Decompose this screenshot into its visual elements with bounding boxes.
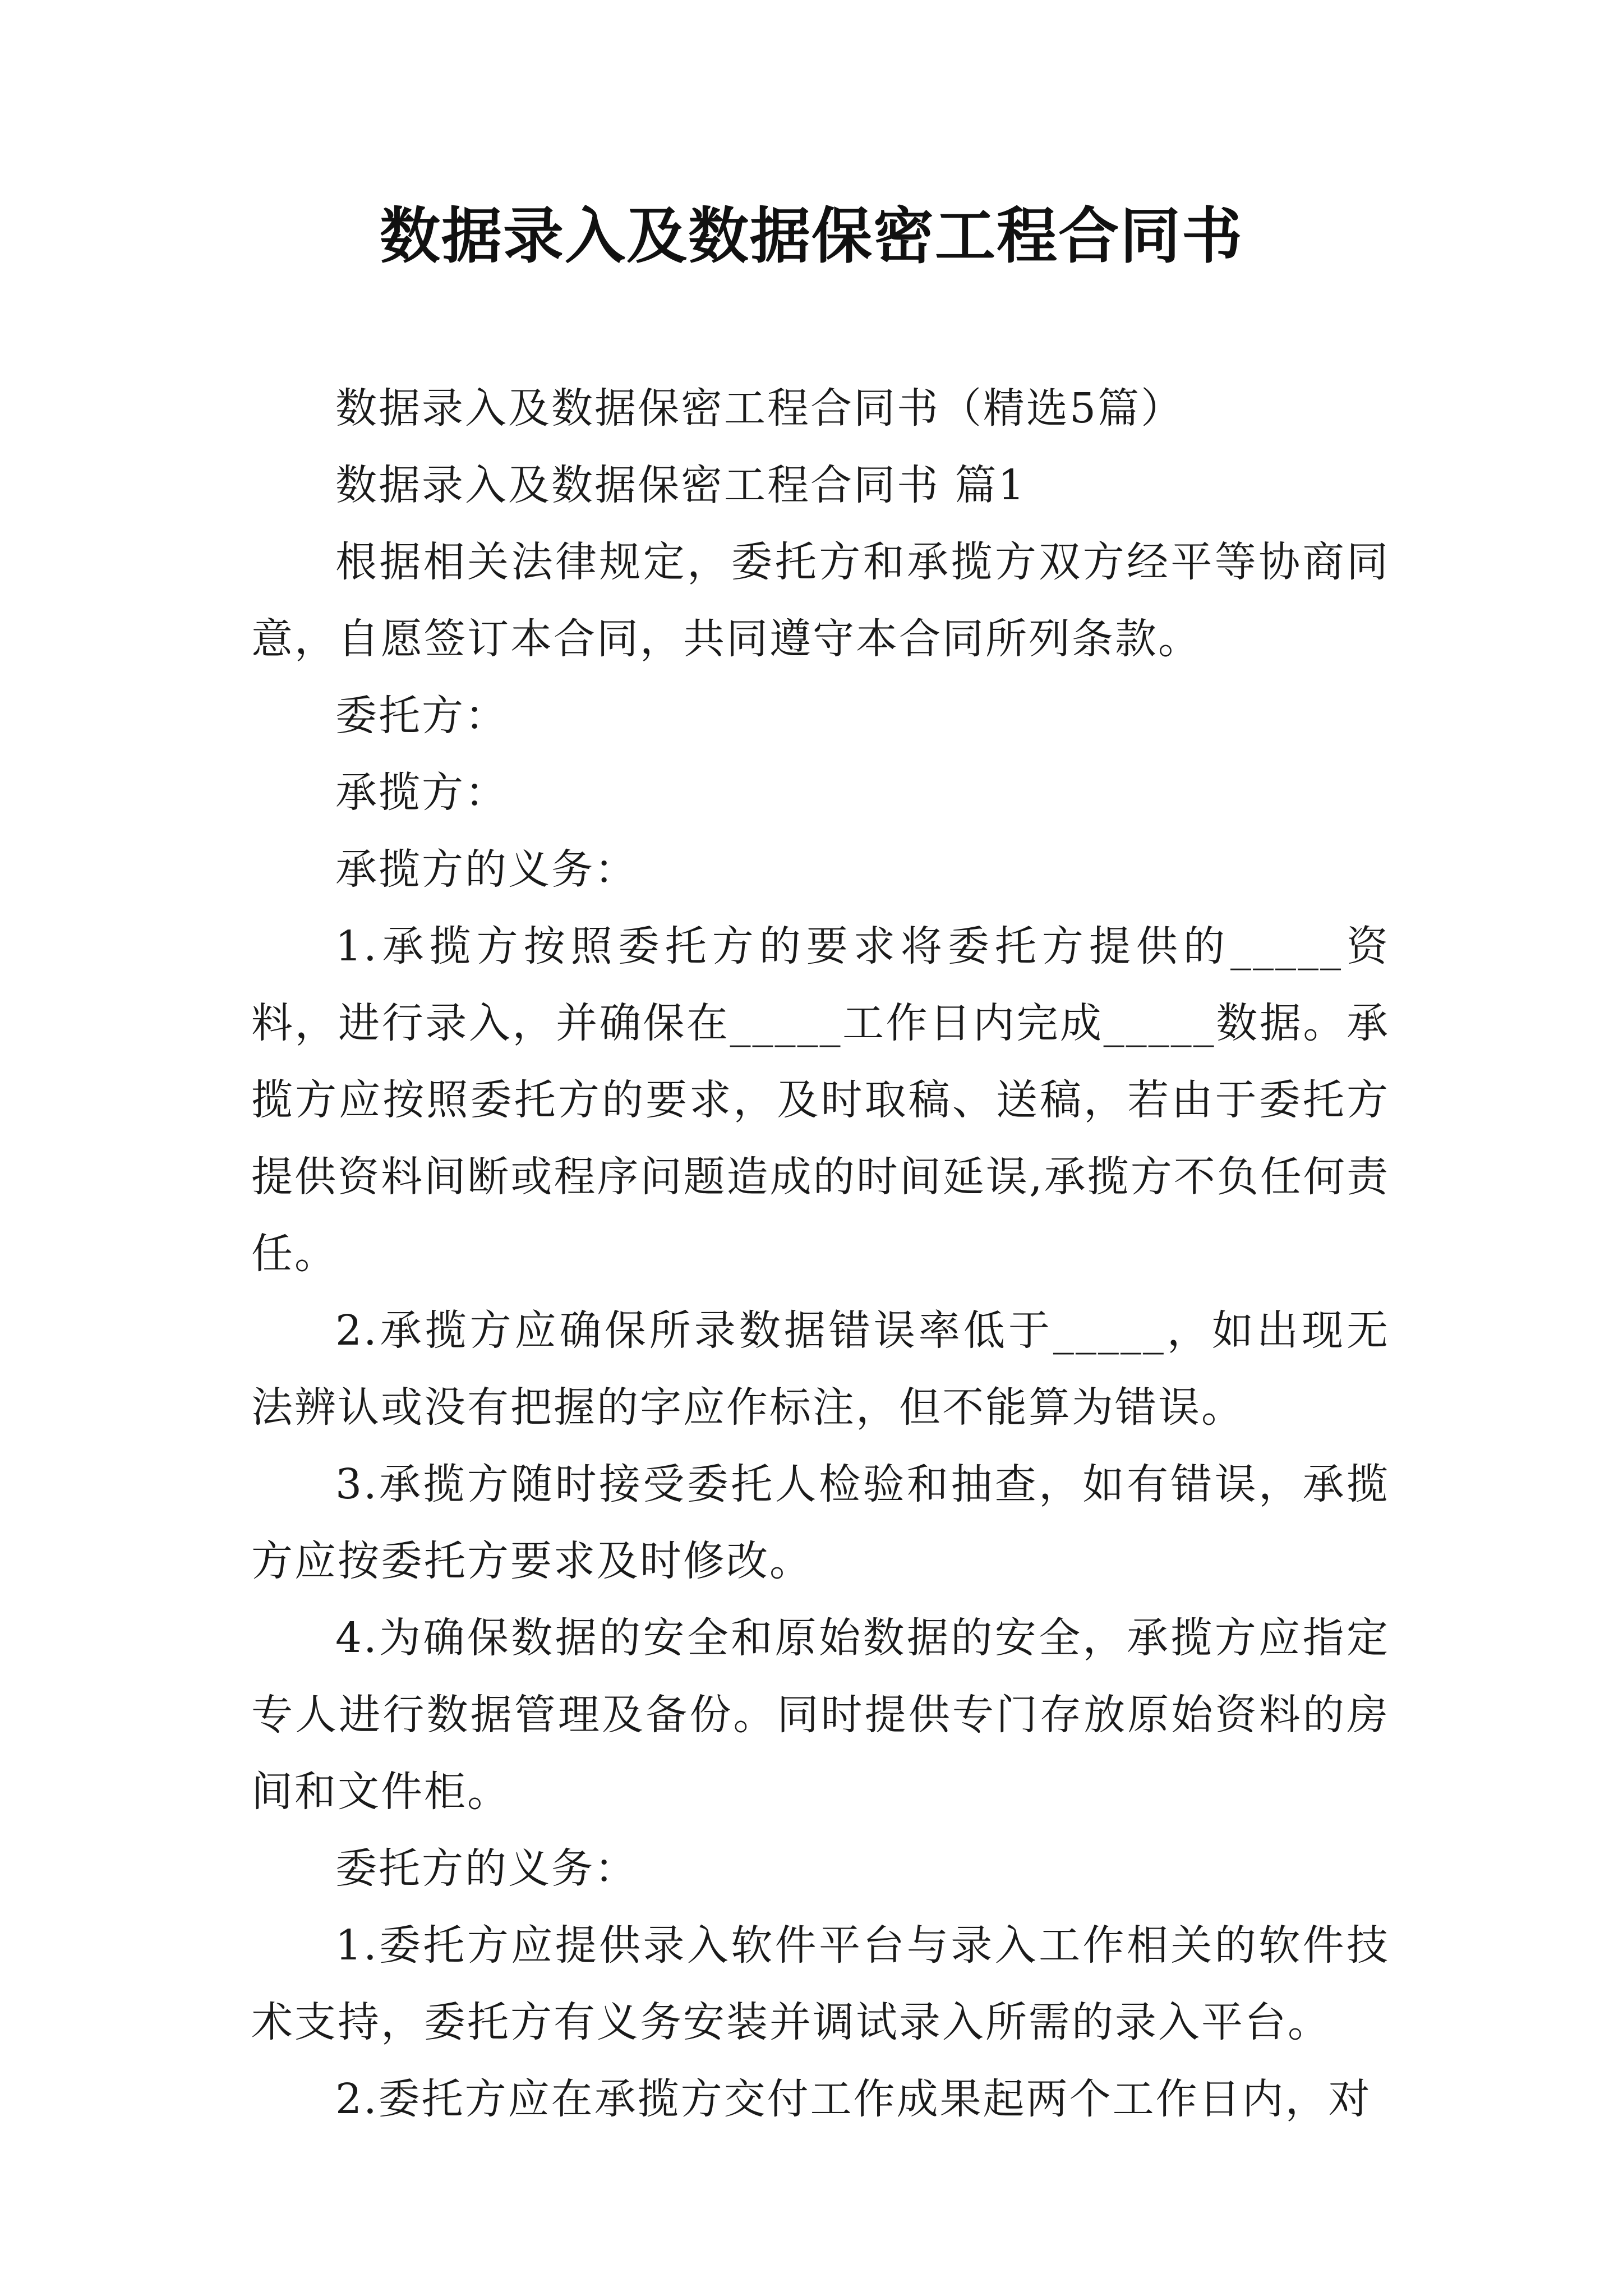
- paragraph-client-duty-1: 1.委托方应提供录入软件平台与录入工作相关的软件技术支持，委托方有义务安装并调试录入所需的录入平台。: [251, 1921, 1390, 2046]
- paragraph-subtitle: 数据录入及数据保密工程合同书（精选5篇）: [335, 384, 1184, 432]
- paragraph-contractor-duties-heading: 承揽方的义务：: [335, 845, 638, 894]
- paragraph-client-duties-heading: 委托方的义务：: [335, 1844, 638, 1893]
- paragraph-contractor-duty-4: 4.为确保数据的安全和原始数据的安全，承揽方应指定专人进行数据管理及备份。同时提供专门存放原始资料的房间和文件柜。: [251, 1614, 1390, 1816]
- paragraph-intro: 根据相关法律规定，委托方和承揽方双方经平等协商同意，自愿签订本合同，共同遵守本合同所列条款。: [251, 538, 1390, 663]
- paragraph-contractor-duty-1: 1.承揽方按照委托方的要求将委托方提供的_____资料，进行录入，并确保在_____工作日内完成_____数据。承揽方应按照委托方的要求，及时取稿、送稿，若由于委托方提供资料间断或程序问题造成的时间延误,承揽方不负任何责任。: [251, 922, 1390, 1278]
- paragraph-client-duty-2: 2.委托方应在承揽方交付工作成果起两个工作日内，对: [335, 2075, 1372, 2123]
- paragraph-contractor-label: 承揽方：: [335, 769, 508, 817]
- paragraph-section-heading: 数据录入及数据保密工程合同书 篇1: [335, 461, 1026, 509]
- document-body: [251, 370, 1390, 2138]
- paragraph-contractor-duty-2: 2.承揽方应确保所录数据错误率低于_____，如出现无法辨认或没有把握的字应作标注，但不能算为错误。: [251, 1306, 1390, 1432]
- document-title: 数据录入及数据保密工程合同书: [379, 201, 1243, 272]
- paragraph-client-label: 委托方：: [335, 692, 508, 740]
- paragraph-contractor-duty-3: 3.承揽方随时接受委托人检验和抽查，如有错误，承揽方应按委托方要求及时修改。: [251, 1460, 1390, 1585]
